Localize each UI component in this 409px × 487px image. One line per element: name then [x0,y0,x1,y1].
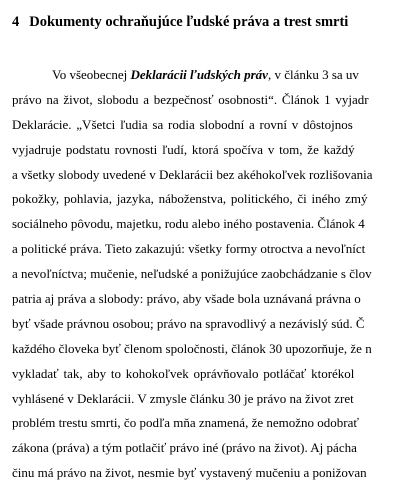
section-number: 4 [12,14,20,30]
paragraph-line: vykladať tak, aby to kohokoľvek oprávňovalo potláčať ktorékol [12,365,355,381]
paragraph-line: a politické práva. Tieto zakazujú: všetky formy otroctva a nevoľníct [12,241,366,257]
emphasized-text: Deklarácii ľudských práv [130,67,268,82]
line-text: , v článku 3 sa uv [267,67,359,82]
paragraph-line: patria aj práva a slobody: právo, aby všade bola uznávaná právna o [12,291,361,307]
paragraph-line: vyhlásené v Deklarácii. V zmysle článku 30 je právo na život zret [12,390,354,406]
section-heading [12,14,348,31]
paragraph-line: pokožky, pohlavia, jazyka, náboženstva, politického, či iného zmý [12,191,368,207]
section-title: Dokumenty ochraňujúce ľudské práva a trest smrti [29,14,349,30]
paragraph-line: sociálneho pôvodu, majetku, rodu alebo iného postavenia. Článok 4 [12,216,365,232]
paragraph-line: a všetky slobody uvedené v Deklarácii bez akéhokoľvek rozlišovania [12,166,373,182]
paragraph [12,66,409,487]
paragraph-line: zákona (práva) a tým potlačiť právo iné (právo na život). Aj pácha [12,440,357,456]
paragraph-line: vyjadruje podstatu rovnosti ľudí, ktorá spočíva v tom, že každý [12,141,355,157]
paragraph-line: každého človeka byť členom spoločnosti, článok 30 upozorňuje, že n [12,340,372,356]
paragraph-line: a nevoľníctva; mučenie, neľudské a ponižujúce zaobchádzanie s člov [12,266,372,282]
paragraph-line: činu má právo na život, nesmie byť vystavený mučeniu a ponižovan [12,465,367,481]
paragraph-line: problém trestu smrti, čo podľa mňa znamená, že nemožno odobrať [12,415,359,431]
paragraph-line: Deklarácie. „Všetci ľudia sa rodia slobodní a rovní v dôstojnos [12,116,353,132]
line-text: Vo všeobecnej [52,67,131,82]
paragraph-line: právo na život, slobodu a bezpečnosť osobnosti“. Článok 1 vyjadr [12,91,369,107]
paragraph-line: byť všade právnou osobou; právo na spravodlivý a nezávislý súd. Č [12,315,365,331]
paragraph-line [12,66,409,91]
